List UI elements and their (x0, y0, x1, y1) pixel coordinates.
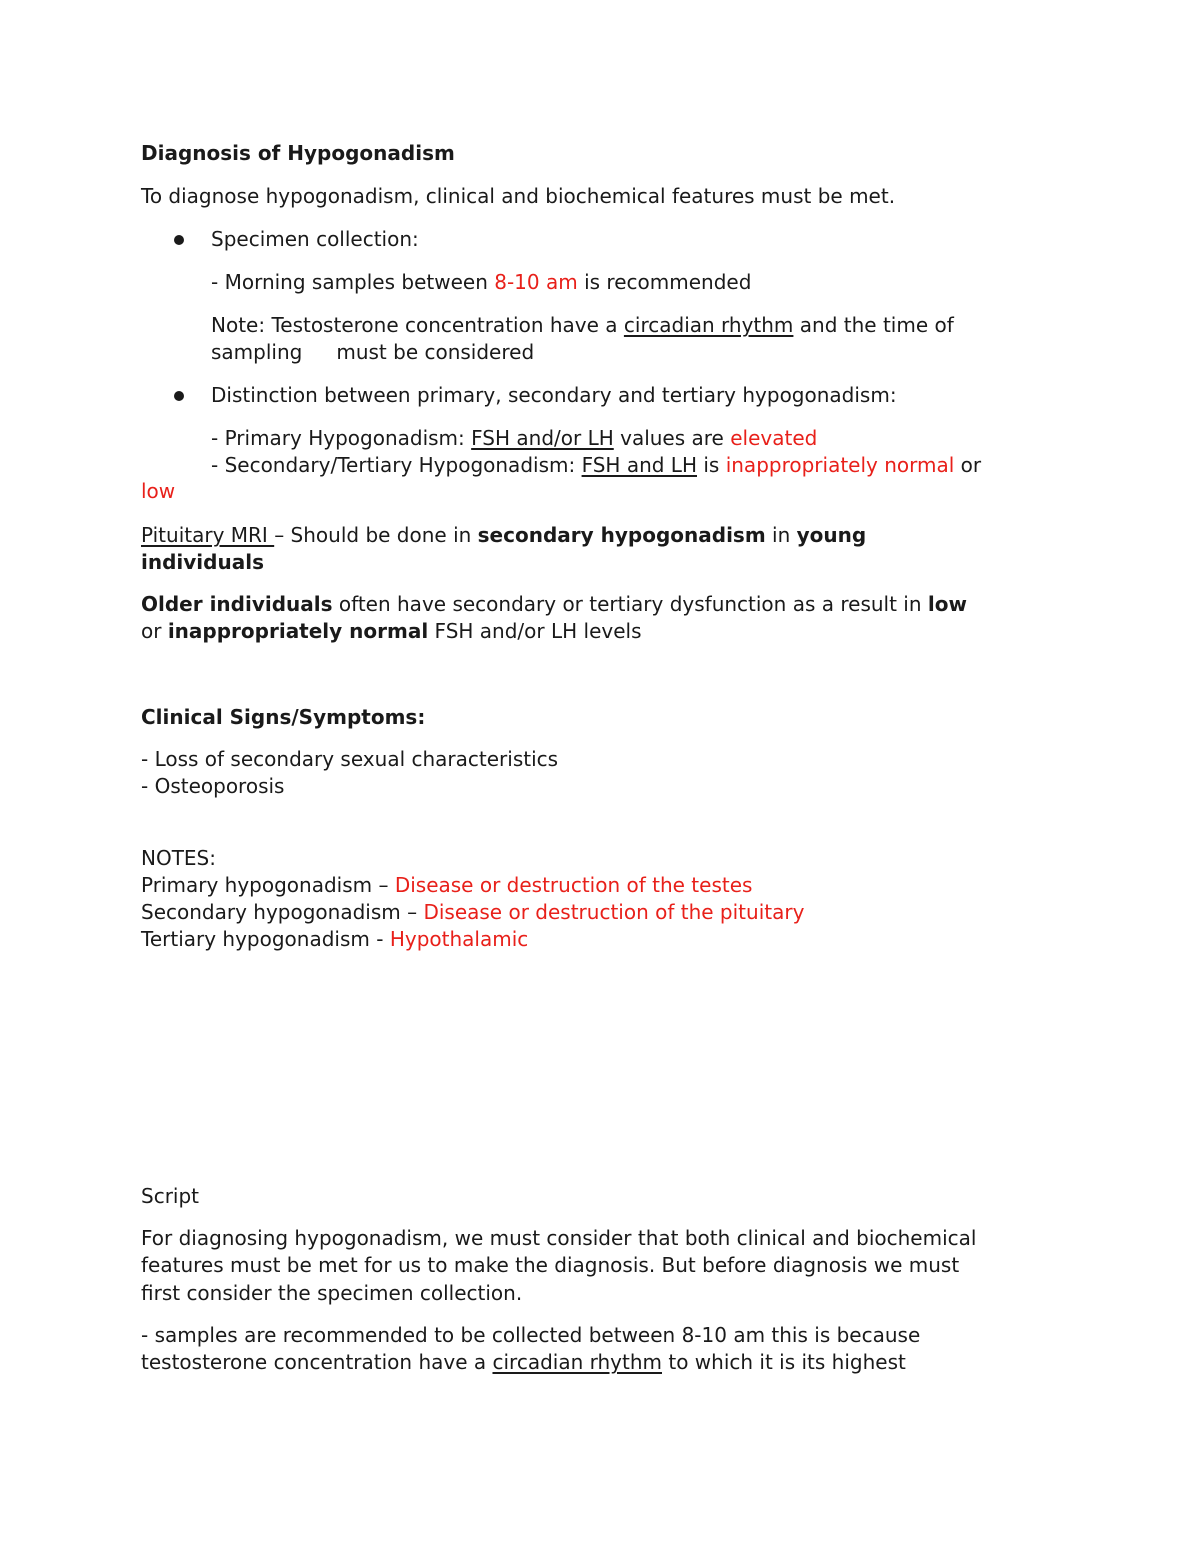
time-range-highlight: 8-10 am (494, 270, 578, 294)
in-text: in (765, 523, 797, 547)
or-text: or (141, 619, 168, 643)
script-paragraph-line: features must be met for us to make the diagnosis. But before diagnosis we must (141, 1253, 960, 1277)
note-continuation: and the time of (793, 313, 954, 337)
older-individuals-line-2 (141, 618, 1061, 645)
circadian-rhythm-term: circadian rhythm (623, 313, 794, 337)
intro-text: To diagnose hypogonadism, clinical and biochemical features must be met. (141, 184, 896, 208)
bullet-icon (174, 391, 184, 401)
script-paragraph-2-line-2 (141, 1349, 1061, 1376)
script-text: testosterone concentration have a (141, 1350, 493, 1374)
bullet-icon (174, 235, 184, 245)
older-text: often have secondary or tertiary dysfunction as a result in (332, 592, 928, 616)
primary-hypogonadism-line (211, 425, 1061, 452)
primary-label: - Primary Hypogonadism: (211, 426, 472, 450)
script-text-end: to which it is its highest (662, 1350, 906, 1374)
note-sampling: sampling (211, 340, 303, 364)
clinical-item: - Loss of secondary sexual characteristics (141, 747, 559, 771)
fsh-lh-term: FSH and/or LH (471, 426, 614, 450)
notes-secondary (141, 899, 1061, 926)
note-line-2 (211, 339, 1061, 366)
low-highlight: low (141, 479, 176, 503)
low-bold: low (927, 592, 967, 616)
values-are-text: values are (613, 426, 731, 450)
notes-primary-value: Disease or destruction of the testes (394, 873, 753, 897)
older-individuals-bold: Older individuals (141, 592, 333, 616)
secondary-hypogonadism-bold: secondary hypogonadism (477, 523, 766, 547)
circadian-rhythm-term: circadian rhythm (492, 1350, 662, 1374)
secondary-tertiary-line (211, 452, 1061, 479)
note-text: Note: Testosterone concentration have a (211, 313, 624, 337)
note-considered: must be considered (336, 340, 535, 364)
is-text: is (697, 453, 726, 477)
individuals-bold: individuals (141, 550, 264, 574)
script-paragraph-line: For diagnosing hypogonadism, we must consider that both clinical and biochemical (141, 1226, 977, 1250)
young-bold: young (796, 523, 867, 547)
notes-primary (141, 872, 1061, 899)
notes-heading: NOTES: (141, 846, 216, 870)
script-paragraph-line: first consider the specimen collection. (141, 1281, 523, 1305)
morning-samples-text: - Morning samples between (211, 270, 495, 294)
fsh-and-lh-term: FSH and LH (581, 453, 697, 477)
notes-tertiary (141, 926, 1061, 953)
older-individuals-line (141, 591, 1061, 618)
levels-text: FSH and/or LH levels (428, 619, 642, 643)
morning-samples-line (211, 269, 1061, 296)
notes-tertiary-value: Hypothalamic (389, 927, 529, 951)
elevated-highlight: elevated (730, 426, 818, 450)
script-paragraph-2-line-1: - samples are recommended to be collected between 8-10 am this is because (141, 1323, 921, 1347)
inappropriately-normal-bold: inappropriately normal (167, 619, 429, 643)
notes-tertiary-label: Tertiary hypogonadism - (141, 927, 390, 951)
notes-secondary-label: Secondary hypogonadism – (141, 900, 424, 924)
clinical-signs-heading: Clinical Signs/Symptoms: (141, 705, 426, 729)
bullet-distinction: Distinction between primary, secondary and tertiary hypogonadism: (211, 383, 897, 407)
recommended-text: is recommended (577, 270, 752, 294)
inappropriately-normal-highlight: inappropriately normal (725, 453, 955, 477)
pituitary-mri-term: Pituitary MRI (141, 523, 275, 547)
script-heading: Script (141, 1184, 200, 1208)
or-text: or (954, 453, 982, 477)
notes-primary-label: Primary hypogonadism – (141, 873, 395, 897)
notes-secondary-value: Disease or destruction of the pituitary (423, 900, 805, 924)
clinical-item: - Osteoporosis (141, 774, 285, 798)
document-title: Diagnosis of Hypogonadism (141, 141, 455, 165)
mri-text: – Should be done in (274, 523, 478, 547)
secondary-tertiary-label: - Secondary/Tertiary Hypogonadism: (211, 453, 582, 477)
pituitary-mri-line (141, 522, 1061, 549)
bullet-specimen-collection: Specimen collection: (211, 227, 419, 251)
note-line-1 (211, 312, 1061, 339)
